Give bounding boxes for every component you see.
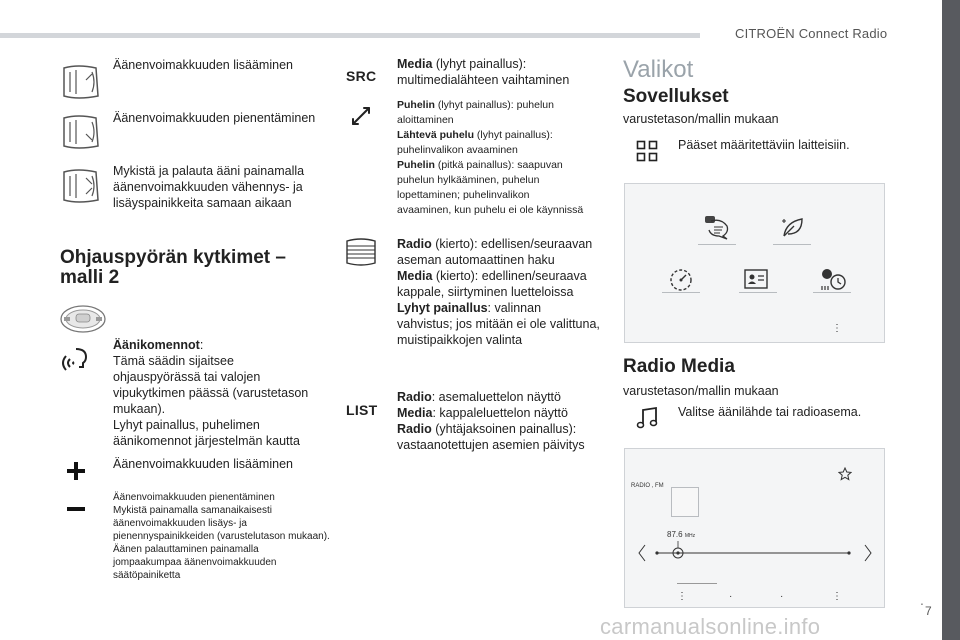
apps-grid-icon: [636, 140, 658, 162]
phone-text-line: lopettaminen; puhelinvalikon: [397, 189, 530, 201]
contacts-icon: [743, 268, 769, 290]
minus-text-line: Äänenvoimakkuuden pienentäminen: [113, 492, 275, 503]
minus-text-line: Mykistä painamalla samanaikaisesti: [113, 505, 272, 516]
sms-icon: [703, 214, 733, 240]
voice-command-label: Äänikomennot: [113, 338, 200, 352]
steering-switch-up-icon: [58, 62, 102, 102]
section-heading-line: Ohjauspyörän kytkimet –: [60, 247, 286, 268]
list-text-line: [397, 405, 585, 421]
list-bold: Radio: [397, 422, 432, 436]
page-number: 7: [925, 604, 932, 618]
apps-subtitle: varustetason/mallin mukaan: [623, 112, 779, 126]
phone-rest: (pitkä painallus): saapuvan: [434, 159, 563, 171]
voice-command-line: vipukytkimen päässä (varustetason: [113, 386, 309, 400]
phone-bold: Lähtevä puhelu: [397, 129, 475, 141]
thumbwheel-text-line: [397, 236, 600, 252]
menus-title: Valikot: [623, 56, 694, 83]
tuner-slider[interactable]: [635, 541, 875, 565]
list-rest: : kappaleluettelon näyttö: [432, 406, 568, 420]
page-indicator: [677, 583, 717, 584]
phone-text: [397, 98, 583, 218]
icon-underline: [813, 292, 851, 293]
phone-text-line: avaaminen, kun puhelu ei ole käynnissä: [397, 204, 584, 216]
plus-icon: [66, 461, 86, 481]
mute-text: [113, 163, 304, 211]
voice-command-colon: :: [199, 338, 204, 352]
radio-logo-placeholder: [671, 487, 699, 517]
list-text-line: vastaanotettujen asemien päivitys: [397, 438, 585, 452]
thumbwheel-text-line: aseman automaattinen haku: [397, 253, 555, 267]
thumbwheel-text-line: kappale, siirtyminen luetteloissa: [397, 285, 574, 299]
section-heading-line: malli 2: [60, 267, 120, 288]
phone-text-line: [397, 128, 583, 143]
page-header-title: CITROËN Connect Radio: [735, 26, 888, 41]
voice-command-line: Lyhyt painallus, puhelimen: [113, 418, 260, 432]
thumbwheel-text-line: vahvistus; jos mitään ei ole valittuna,: [397, 317, 600, 331]
apps-screen-image: [624, 183, 885, 343]
mute-text-line: Mykistä ja palauta ääni painamalla: [113, 164, 305, 178]
watermark: carmanualsonline.info: [600, 614, 821, 639]
side-tab: [942, 0, 960, 640]
phone-rest: (lyhyt painallus): puhelun: [434, 99, 554, 111]
voice-command-line: Tämä säädin sijaitsee: [113, 354, 234, 368]
page-dot: ·: [780, 591, 784, 602]
steering-wheel-image: [58, 304, 108, 334]
list-text: [397, 389, 585, 453]
minus-text-line: pienennyspainikkeiden (varustelutason mukaan).: [113, 531, 330, 542]
src-text: [397, 56, 569, 88]
page-marker: .: [920, 592, 924, 608]
thumbwheel-text: [397, 236, 600, 348]
eco-leaf-icon: [780, 216, 806, 240]
phone-rest: (lyhyt painallus):: [474, 129, 553, 141]
mute-text-line: lisäyspainikkeita samaan aikaan: [113, 196, 292, 210]
frequency-unit: MHz: [684, 533, 696, 539]
voice-command-line: äänikomennot järjestelmän kautta: [113, 434, 300, 448]
radio-subtitle: varustetason/mallin mukaan: [623, 384, 779, 398]
phone-text-line: aloittaminen: [397, 114, 454, 126]
steering-switch-mute-icon: [58, 166, 102, 206]
thumbwheel-bold: Lyhyt painallus: [397, 301, 488, 315]
music-note-icon: [636, 406, 660, 430]
list-rest: (yhtäjaksoinen painallus):: [431, 422, 577, 436]
thumbwheel-bold: Media: [397, 269, 433, 283]
icon-underline: [698, 244, 736, 245]
minus-text: [113, 491, 330, 582]
radio-heading: Radio Media: [623, 356, 735, 377]
minus-text-line: säätöpainiketta: [113, 570, 181, 581]
phone-text-line: [397, 98, 583, 113]
minus-icon: [66, 506, 86, 512]
steering-switch-down-icon: [58, 112, 102, 152]
src-text-line: multimedialähteen vaihtaminen: [397, 73, 570, 87]
src-rest: (lyhyt painallus):: [432, 57, 527, 71]
phone-bold: Puhelin: [397, 159, 435, 171]
apps-heading: Sovellukset: [623, 86, 729, 107]
frequency-value: 87.6: [667, 530, 683, 539]
phone-text-line: [397, 158, 583, 173]
volume-up-text: Äänenvoimakkuuden lisääminen: [113, 58, 293, 72]
src-bold: Media: [397, 57, 433, 71]
apps-description: Pääset määritettäviin laitteisiin.: [678, 138, 850, 152]
radio-screen-image: [624, 448, 885, 608]
voice-command-icon: [60, 345, 92, 377]
voice-command-title-line: [113, 337, 308, 353]
frequency-readout: [667, 530, 695, 539]
plus-text: Äänenvoimakkuuden lisääminen: [113, 457, 293, 471]
source-menu-icon: ⋮: [677, 591, 687, 602]
list-bold: Radio: [397, 390, 432, 404]
thumbwheel-bold: Radio: [397, 237, 432, 251]
src-text-line: [397, 56, 569, 72]
phone-text-line: puhelun hylkääminen, puhelun: [397, 174, 540, 186]
icon-underline: [739, 292, 777, 293]
minus-text-line: äänenvoimakkuuden lisäys- ja: [113, 518, 247, 529]
minus-text-line: jompaakumpaa äänenvoimakkuuden: [113, 557, 277, 568]
thumbwheel-rest: (kierto): edellisen/seuraavan: [431, 237, 593, 251]
climate-timer-icon: [818, 266, 848, 292]
thumbwheel-text-line: muistipaikkojen valinta: [397, 333, 523, 347]
star-icon: [838, 467, 852, 481]
list-glyph: LIST: [346, 402, 378, 418]
voice-command-line: ohjauspyörässä tai valojen: [113, 370, 261, 384]
voice-command-line: mukaan).: [113, 402, 166, 416]
list-rest: : asemaluettelon näyttö: [431, 390, 561, 404]
thumbwheel-rest: (kierto): edellinen/seuraava: [432, 269, 587, 283]
volume-down-text: Äänenvoimakkuuden pienentäminen: [113, 111, 316, 125]
phone-icon: [350, 105, 372, 127]
thumbwheel-rest: : valinnan: [487, 301, 542, 315]
radio-band-label: RADIO , FM: [631, 483, 664, 489]
phone-bold: Puhelin: [397, 99, 435, 111]
icon-underline: [773, 244, 811, 245]
thumbwheel-text-line: [397, 268, 600, 284]
radio-description: Valitse äänilähde tai radioasema.: [678, 405, 862, 419]
more-menu-icon: ⋮: [832, 323, 842, 334]
phone-text-line: puhelinvalikon avaaminen: [397, 144, 518, 156]
page-dot: ·: [729, 591, 733, 602]
list-bold: Media: [397, 406, 433, 420]
src-glyph: SRC: [346, 68, 377, 84]
voice-command-text: [113, 337, 308, 449]
section-heading: [60, 248, 286, 288]
header-rule: [0, 33, 700, 38]
list-text-line: [397, 421, 585, 437]
minus-text-line: Äänen palauttaminen painamalla: [113, 544, 259, 555]
mute-text-line: äänenvoimakkuuden vähennys- ja: [113, 180, 303, 194]
icon-underline: [662, 292, 700, 293]
list-text-line: [397, 389, 585, 405]
gauge-icon: [667, 266, 695, 292]
thumbwheel-icon: [344, 238, 378, 266]
more-menu-icon: ⋮: [832, 591, 842, 602]
thumbwheel-text-line: [397, 300, 600, 316]
